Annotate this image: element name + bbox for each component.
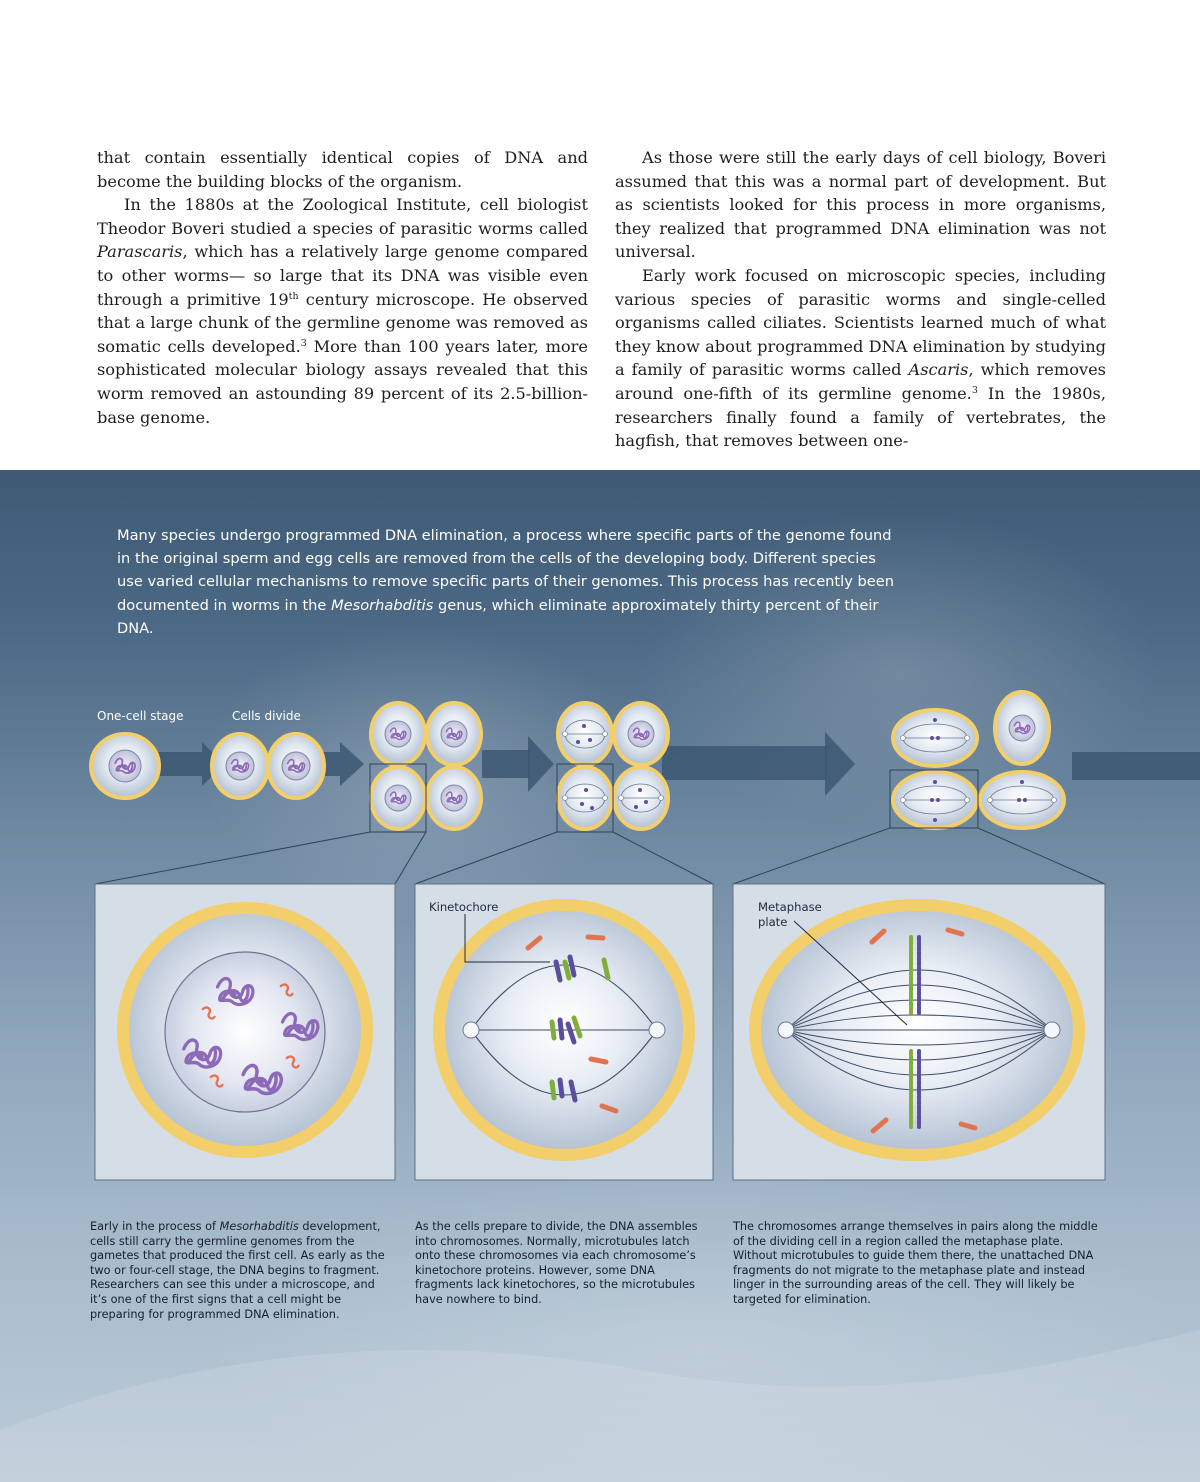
detail-panel-metaphase bbox=[733, 884, 1105, 1180]
article-column-left bbox=[97, 146, 588, 429]
detail-panel-fragmenting bbox=[95, 884, 395, 1180]
article-column-right bbox=[615, 146, 1106, 453]
label-metaphase-line2: plate bbox=[758, 915, 788, 929]
caption-kinetochore: As the cells prepare to divide, the DNA assembles into chromosomes. Normally, microtubules latch onto these chromosomes via each chromosome’s kinetochore proteins. However, some DNA fragments lack kinetochores, so the microtubules have nowhere to bind. bbox=[415, 1220, 698, 1306]
dna-elimination-figure bbox=[0, 470, 1200, 1482]
article-paragraph: As those were still the early days of cell biology, Boveri assumed that this was a normal part of development. But as scientists looked for this process in more organisms, they realized that programmed DNA elimination was not universal. bbox=[615, 148, 1106, 262]
label-metaphase-line1: Metaphase bbox=[758, 900, 822, 914]
article-paragraph: Early work focused on microscopic species, including various species of parasitic worms and single-celled organisms called ciliates. Scientists learned much of what they know about programmed DNA elimination by studying a family of parasitic worms called Ascaris, which removes around one-fifth of its germline genome.$^3$ In the 1980s, researchers finally found a family of vertebrates, the hagfish, that removes between one- bbox=[615, 265, 1106, 451]
figure-intro: Many species undergo programmed DNA elimination, a process where specific parts of the genome found in the original sperm and egg cells are removed from the cells of the developing body. Different species use varied cellular mechanisms to remove specific parts of their genomes. This process has recently been documented in worms in the Mesorhabditis genus, which eliminate approximately thirty percent of their DNA. bbox=[117, 527, 894, 637]
detail-panel-kinetochore bbox=[415, 884, 713, 1180]
article-paragraph: In the 1880s at the Zoological Institute, cell biologist Theodor Boveri studied a species of parasitic worms called Parascaris, which has a relatively large genome compared to other worms— so large that its DNA was visible even through a primitive 19th century microscope. He observed that a large chunk of the germline genome was removed as somatic cells developed.$^3$ More than 100 years later, more sophisticated molecular biology assays revealed that this worm removed an astounding 89 percent of its 2.5-billion-base genome. bbox=[97, 195, 588, 427]
cell-one-cell-stage bbox=[91, 734, 159, 798]
article-paragraph: that contain essentially identical copies of DNA and become the building blocks of the organism. bbox=[97, 148, 588, 191]
stage-arrow bbox=[1072, 752, 1200, 780]
reference-marker: 3 bbox=[971, 384, 978, 396]
caption-fragmenting: Early in the process of Mesorhabditis development, cells still carry the germline genomes from the gametes that produced the first cell. As early as the two or four-cell stage, the DNA begins to fragment. Researchers can see this under a microscope, and it’s one of the first signs that a cell might be preparing for programmed DNA elimination. bbox=[90, 1220, 385, 1321]
label-one-cell-stage: One-cell stage bbox=[97, 709, 184, 723]
reference-marker: 3 bbox=[300, 337, 307, 349]
label-cells-divide: Cells divide bbox=[232, 709, 301, 723]
caption-metaphase: The chromosomes arrange themselves in pairs along the middle of the dividing cell in a region called the metaphase plate. Without microtubules to guide them there, the unattached DNA fragments do not migrate to the metaphase plate and instead linger in the surrounding areas of the cell. They will likely be targeted for elimination. bbox=[733, 1220, 1098, 1306]
label-kinetochore: Kinetochore bbox=[429, 900, 499, 914]
